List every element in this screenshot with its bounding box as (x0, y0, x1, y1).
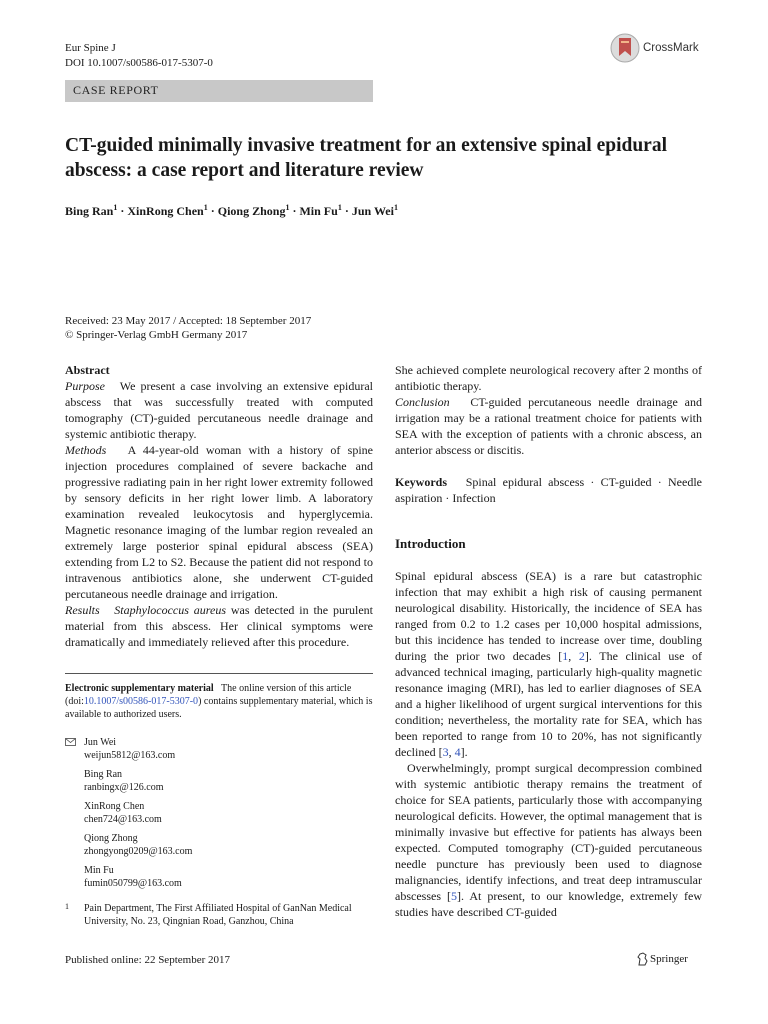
right-column (395, 362, 702, 920)
publisher-name: Springer (650, 953, 688, 965)
contact-entry (65, 832, 373, 858)
citation-link[interactable]: 4 (454, 745, 461, 759)
contact-email[interactable]: chen724@163.com (84, 814, 162, 825)
author-name[interactable]: Jun Wei (351, 204, 394, 218)
abstract-purpose (65, 378, 373, 442)
author-name[interactable]: Bing Ran (65, 204, 114, 218)
article-type: CASE REPORT (73, 83, 159, 97)
publication-dates (65, 314, 311, 342)
esm-text-before: The online version of this article (doi: (65, 683, 352, 707)
affiliation-text: Pain Department, The First Affiliated Hospital of GanNan Medical University, No. 23, Qingnian Road, Ganzhou, China (84, 903, 352, 927)
keywords (395, 474, 702, 506)
crossmark-badge[interactable] (610, 33, 730, 67)
introduction-heading: Introduction (395, 536, 466, 551)
contact-name: Qiong Zhong (84, 833, 138, 844)
footnote-divider (65, 673, 373, 674)
springer-horse-icon (637, 952, 648, 966)
published-date: Published online: 22 September 2017 (65, 954, 230, 966)
article-type-banner (65, 80, 373, 102)
conclusion-text: CT-guided percutaneous needle drainage and irrigation may be a rational treatment choice for patients with SEA with the exception of patients with a chronic abscess, an anterior abscess or discitis. (395, 395, 703, 457)
affiliation-number: 1 (65, 902, 69, 911)
contact-entry (65, 736, 373, 762)
methods-text: A 44-year-old woman with a history of spine injection procedures complained of severe backache and progressive radiating pain in her right lower extremity followed by sensory deficits in her right lower limb. A laboratory examination revealed leukocytosis and hyperglycemia. Magnetic resonance imaging of the lumbar region revealed an extremely large posterior spinal epidural abscess (SEA) extending from L2 to S2. Because the patient did not respond to intravenous antibiotics alone, she underwent CT-guided percutaneous needle drainage and irrigation. (65, 443, 374, 601)
abstract-results-cont: She achieved complete neurological recovery after 2 months of antibiotic therapy. (395, 363, 702, 393)
contact-name: Min Fu (84, 865, 114, 876)
intro-paragraph-2 (395, 760, 702, 920)
author-name[interactable]: XinRong Chen (127, 204, 204, 218)
results-label: Results (65, 603, 100, 617)
organism-name: Staphylococcus aureus (114, 603, 227, 617)
contact-email[interactable]: fumin050799@163.com (84, 878, 182, 889)
intro-text: ]. The clinical use of advanced technical imaging, particularly high-quality magnetic resonance imaging (MRI), has led to earlier diagnoses of SEA and a higher likelihood of urgent surgical interventions for this condition; nevertheless, the mortality rate for SEA, which has been reported to range from 10 to 20%, has not significantly declined [ (395, 649, 702, 759)
author-list: Bing Ran$^1$ · XinRong Chen$^1$ · Qiong Zhong$^1$ · Min $Fu^1$ · Jun Wei$^1$ (65, 203, 398, 218)
conclusion-label: Conclusion (395, 395, 450, 409)
citation-link[interactable]: 3 (442, 745, 449, 759)
keywords-label: Keywords (395, 475, 447, 489)
author-name[interactable]: Qiong Zhong (217, 204, 286, 218)
affiliation-mark: 1 (285, 203, 290, 212)
journal-header (65, 41, 213, 71)
keywords-text: Spinal epidural abscess · CT-guided · Needle aspiration · Infection (395, 475, 702, 505)
contact-name: XinRong Chen (84, 801, 145, 812)
abstract-left-column (65, 362, 373, 650)
abstract-results (65, 602, 373, 650)
methods-label: Methods (65, 443, 107, 457)
affiliation-mark: 1 (113, 203, 118, 212)
author-name[interactable]: Min Fu (299, 204, 338, 218)
contact-entry (65, 768, 373, 794)
affiliation-mark: 1 (203, 203, 208, 212)
supplementary-note (65, 682, 373, 721)
abstract-heading: Abstract (65, 363, 110, 377)
contact-email[interactable]: zhongyong0209@163.com (84, 846, 193, 857)
contact-list (65, 736, 373, 896)
esm-label: Electronic supplementary material (65, 683, 214, 694)
contact-email[interactable]: ranbingx@126.com (84, 782, 164, 793)
purpose-label: Purpose (65, 379, 105, 393)
intro-text: Overwhelmingly, prompt surgical decompression combined with systemic antibiotic therapy remains the treatment of choice for SEA patients, particularly those with accompanying neurological deficits. However, the optimal management that is minimally invasive but effective for patients has always been expected. Computed tomography (CT)-guided percutaneous needle puncture has previously been used to diagnose malignancies, identify infections, and treat deep intramuscular abscesses [ (395, 761, 702, 903)
results-text: was detected in the purulent material from this abscess. Her clinical symptoms were dramatically and immediately relieved after this procedure. (65, 603, 373, 649)
contact-name: Jun Wei (84, 737, 117, 748)
intro-text: ]. At present, to our knowledge, extremely few studies have described CT-guided (395, 889, 703, 919)
esm-text-after: ) contains supplementary material, which is available to authorized users. (65, 696, 373, 720)
intro-paragraph-1: Spinal epidural abscess (SEA) is a rare but catastrophic infection that may exhibit a high risk of causing permanent neurological disability. Historically, the incidence of SEA has ranged from 0.2 to 1.2 cases per 10,000 hospital admissions, but this incidence has tended to increase over time, doubling during the prior two decades [1, 2]. The clinical use of advanced technical imaging, particularly high-quality magnetic resonance imaging (MRI), has led to earlier diagnoses of SEA and a higher likelihood of urgent surgical interventions for this condition; nevertheless, the mortality rate for SEA, which has been reported to range from 10 to 20%, has not significantly declined [3, 4]. (395, 569, 702, 759)
crossmark-label: CrossMark (643, 42, 699, 54)
doi: DOI 10.1007/s00586-017-5307-0 (65, 57, 213, 69)
contact-email[interactable]: weijun5812@163.com (84, 750, 176, 761)
citation-link[interactable]: 1 (562, 649, 569, 663)
citation-link[interactable]: 2 (578, 649, 585, 663)
intro-text: ]. (460, 745, 468, 759)
affiliation-mark: 1 (337, 203, 342, 212)
citation-link[interactable]: 5 (451, 889, 457, 903)
intro-text: Spinal epidural abscess (SEA) is a rare but catastrophic infection that may exhibit a high risk of causing permanent neurological disability. Historically, the incidence of SEA has ranged from 0.2 to 1.2 cases per 10,000 hospital admissions, but this incidence has tended to increase over time, doubling during the prior two decades [ (395, 569, 702, 663)
esm-doi-link[interactable]: 10.1007/s00586-017-5307-0 (83, 696, 199, 707)
copyright: © Springer-Verlag GmbH Germany 2017 (65, 329, 248, 341)
crossmark-icon (610, 33, 640, 63)
abstract-methods (65, 442, 373, 602)
publisher-logo[interactable] (637, 951, 707, 969)
contact-name: Bing Ran (84, 769, 123, 780)
journal-name: Eur Spine J (65, 42, 116, 54)
envelope-icon (65, 738, 76, 746)
contact-entry (65, 800, 373, 826)
contact-entry (65, 864, 373, 890)
abstract-conclusion (395, 394, 702, 458)
affiliation-mark: 1 (393, 203, 398, 212)
paper-title: CT-guided minimally invasive treatment for an extensive spinal epidural abscess: a case report and literature review (65, 135, 668, 181)
received-accepted: Received: 23 May 2017 / Accepted: 18 September 2017 (65, 315, 312, 327)
purpose-text: We present a case involving an extensive epidural abscess that was successfully treated with computed tomography (CT)-guided percutaneous needle drainage and systemic antibiotic therapy. (65, 379, 373, 441)
